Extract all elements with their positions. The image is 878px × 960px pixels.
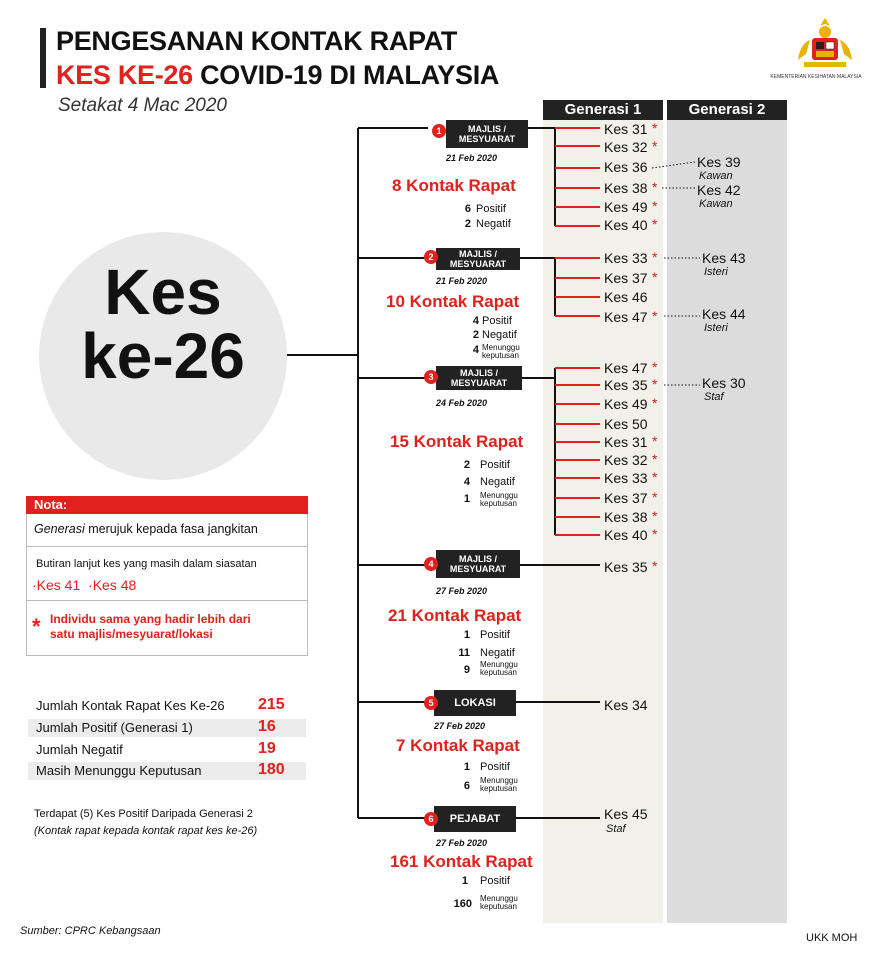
event-5-positif-count: 1 [463, 761, 470, 773]
asterisk-icon: * [652, 451, 658, 467]
nota-kes-list: ·Kes 41 ·Kes 48 [32, 577, 137, 593]
event-4-date: 27 Feb 2020 [436, 586, 488, 596]
gen1-case: Kes 50 [604, 416, 648, 432]
gen1-case: Kes 47 [604, 309, 648, 325]
page-title: PENGESANAN KONTAK RAPAT [56, 26, 458, 56]
event-4-negatif-count: 11 [458, 647, 470, 659]
event-box-2 [436, 248, 520, 270]
gen2-relation: Kawan [699, 198, 733, 210]
event-2-negatif-label: Negatif [482, 329, 517, 341]
asterisk-icon: * [652, 526, 658, 542]
gen1-case: Kes 33 [604, 470, 648, 486]
gen2-case: Kes 43 [702, 250, 746, 266]
gen1-case: Kes 37 [604, 490, 648, 506]
event-2-name-line2: MESYUARAT [449, 259, 507, 269]
gen1-case: Kes 38 [604, 180, 648, 196]
asterisk-icon: * [652, 359, 658, 375]
event-2-menunggu-label: Menunggu keputusan [482, 343, 520, 360]
event-3-negatif-label: Negatif [480, 476, 515, 488]
total-row [28, 741, 306, 759]
nota-kes-a: Kes 41 [36, 577, 81, 593]
asterisk-icon: * [652, 269, 658, 285]
generation-1-header: Generasi 1 [543, 100, 663, 120]
gen1-case: Kes 32 [604, 452, 648, 468]
gen2-case: Kes 39 [697, 154, 741, 170]
gen2-relation: Isteri [704, 322, 728, 334]
event-6-positif-count: 1 [461, 875, 468, 887]
asterisk-icon: * [652, 395, 658, 411]
gen1-case: Kes 31 [604, 121, 648, 137]
event-5-name: LOKASI [454, 697, 496, 709]
event-1-name-line2: MESYUARAT [458, 134, 516, 144]
event-1-name-line1: MAJLIS / [467, 124, 506, 134]
gen2-case: Kes 42 [697, 182, 741, 198]
gen1-case: Kes 40 [604, 217, 648, 233]
nota-generasi [34, 522, 258, 536]
title-rest: COVID-19 DI MALAYSIA [200, 60, 500, 90]
gen2-relation: Isteri [704, 266, 728, 278]
nota-divider [27, 546, 307, 547]
event-3-date: 24 Feb 2020 [436, 398, 488, 408]
event-number-6: 6 [424, 812, 438, 826]
total-value: 19 [258, 740, 276, 757]
event-2-name-line1: MAJLIS / [458, 249, 497, 259]
event-3-negatif-count: 4 [463, 476, 470, 488]
case-label: KES KE-26 [56, 60, 193, 90]
event-box-5 [434, 690, 516, 716]
asterisk-icon: * [652, 198, 658, 214]
gen1-case: Kes 36 [604, 159, 648, 175]
event-number-3: 3 [424, 370, 438, 384]
total-label: Jumlah Kontak Rapat Kes Ke-26 [36, 698, 225, 713]
event-1-kontak: 8 Kontak Rapat [392, 176, 516, 195]
asterisk-icon: * [652, 138, 658, 154]
asterisk-icon: * [32, 614, 41, 639]
nota-star-note [50, 612, 251, 642]
event-number-1: 1 [432, 124, 446, 138]
nota-kes-b: Kes 48 [92, 577, 137, 593]
gen1-case: Kes 37 [604, 270, 648, 286]
gen1-case: Kes 33 [604, 250, 648, 266]
event-3-positif-count: 2 [463, 459, 470, 471]
event-1-date: 21 Feb 2020 [446, 153, 498, 163]
event-4-positif-label: Positif [480, 629, 510, 641]
event-box-3 [436, 366, 522, 390]
asterisk-icon: * [652, 179, 658, 195]
event-2-positif-count: 4 [472, 315, 479, 327]
gen1-case: Kes 46 [604, 289, 648, 305]
event-1-positif-count: 6 [464, 203, 471, 215]
event-1-positif-label: Positif [476, 203, 506, 215]
asterisk-icon: * [652, 120, 658, 136]
event-6-date: 27 Feb 2020 [436, 838, 488, 848]
asterisk-icon: * [652, 469, 658, 485]
nota-siasatan: Butiran lanjut kes yang masih dalam siasatan [36, 558, 257, 570]
event-6-kontak: 161 Kontak Rapat [390, 852, 533, 871]
nota-header [26, 496, 308, 514]
page-subtitle: Setakat 4 Mac 2020 [58, 95, 227, 116]
event-5-kontak: 7 Kontak Rapat [396, 736, 520, 755]
nota-gen-rest: merujuk kepada fasa jangkitan [88, 522, 258, 536]
event-2-menunggu-count: 4 [472, 344, 479, 356]
event-3-name-line2: MESYUARAT [450, 378, 508, 388]
event-number-2: 2 [424, 250, 438, 264]
footnote-line1: Terdapat (5) Kes Positif Daripada Generasi 2 [34, 808, 253, 820]
event-2-positif-label: Positif [482, 315, 512, 327]
event-5-menunggu-count: 6 [463, 780, 470, 792]
asterisk-icon: * [652, 489, 658, 505]
total-row [28, 719, 306, 737]
nota-divider [27, 600, 307, 601]
event-number-5: 5 [424, 696, 438, 710]
event-3-menunggu-count: 1 [463, 493, 470, 505]
total-value: 180 [258, 761, 285, 778]
asterisk-icon: * [652, 216, 658, 232]
event-box-1 [446, 120, 528, 148]
index-case-line1: Kes [104, 256, 222, 328]
nota-title: Nota: [34, 497, 68, 512]
gen1-case: Kes 45 [604, 806, 648, 822]
event-4-name-line1: MAJLIS / [458, 554, 497, 564]
nota-star-line2: satu majlis/mesyuarat/lokasi [50, 627, 213, 641]
total-label: Masih Menunggu Keputusan [36, 763, 202, 778]
ministry-name: KEMENTERIAN KESIHATAN MALAYSIA [770, 74, 862, 80]
total-value: 215 [258, 696, 285, 713]
event-2-date: 21 Feb 2020 [436, 276, 488, 286]
index-case-line2: ke-26 [81, 320, 245, 392]
event-4-menunggu-label: Menunggu keputusan [480, 660, 518, 677]
asterisk-icon: * [652, 376, 658, 392]
event-3-name-line1: MAJLIS / [459, 368, 498, 378]
event-6-positif-label: Positif [480, 875, 510, 887]
gen1-case: Kes 49 [604, 199, 648, 215]
event-1-negatif-count: 2 [464, 218, 471, 230]
gen2-relation: Kawan [699, 170, 733, 182]
event-box-6 [434, 806, 516, 832]
total-row [28, 762, 306, 780]
footnote-line2: (Kontak rapat kepada kontak rapat kes ke-26) [34, 825, 258, 837]
credit: UKK MOH [806, 932, 858, 944]
event-2-negatif-count: 2 [472, 329, 479, 341]
asterisk-icon: * [652, 308, 658, 324]
event-2-kontak: 10 Kontak Rapat [386, 292, 520, 311]
gen1-case: Kes 35 [604, 377, 648, 393]
gen1-case: Kes 32 [604, 139, 648, 155]
event-6-name: PEJABAT [449, 813, 501, 825]
event-5-positif-label: Positif [480, 761, 510, 773]
event-3-menunggu-label: Menunggu keputusan [480, 491, 518, 508]
event-6-menunggu-label: Menunggu keputusan [480, 894, 518, 911]
source-note: Sumber: CPRC Kebangsaan [20, 925, 161, 937]
event-3-kontak: 15 Kontak Rapat [390, 432, 524, 451]
event-number-4: 4 [424, 557, 438, 571]
event-4-kontak: 21 Kontak Rapat [388, 606, 522, 625]
nota-gen-word: Generasi [34, 522, 85, 536]
gen1-case: Kes 47 [604, 360, 648, 376]
gen1-case: Kes 38 [604, 509, 648, 525]
event-4-name-line2: MESYUARAT [449, 564, 507, 574]
event-4-negatif-label: Negatif [480, 647, 515, 659]
generation-2-header: Generasi 2 [667, 100, 787, 120]
gen2-relation: Staf [704, 391, 724, 403]
gen1-relation: Staf [606, 823, 626, 835]
asterisk-icon: * [652, 433, 658, 449]
event-box-4 [436, 550, 520, 578]
event-5-date: 27 Feb 2020 [434, 721, 486, 731]
asterisk-icon: * [652, 558, 658, 574]
total-value: 16 [258, 718, 276, 735]
event-4-menunggu-count: 9 [463, 664, 470, 676]
total-row [28, 697, 306, 715]
nota-star-line1: Individu sama yang hadir lebih dari [50, 612, 251, 626]
asterisk-icon: * [652, 249, 658, 265]
gen1-case: Kes 40 [604, 527, 648, 543]
gen2-case: Kes 44 [702, 306, 746, 322]
event-5-menunggu-label: Menunggu keputusan [480, 776, 518, 793]
asterisk-icon: * [652, 508, 658, 524]
gen1-case: Kes 49 [604, 396, 648, 412]
gen2-case: Kes 30 [702, 375, 746, 391]
event-6-menunggu-count: 160 [453, 898, 472, 910]
event-4-positif-count: 1 [463, 629, 470, 641]
total-label: Jumlah Negatif [36, 742, 123, 757]
total-label: Jumlah Positif (Generasi 1) [36, 720, 193, 735]
gen1-case: Kes 34 [604, 697, 648, 713]
gen1-case: Kes 31 [604, 434, 648, 450]
gen1-case: Kes 35 [604, 559, 648, 575]
event-1-negatif-label: Negatif [476, 218, 511, 230]
event-3-positif-label: Positif [480, 459, 510, 471]
